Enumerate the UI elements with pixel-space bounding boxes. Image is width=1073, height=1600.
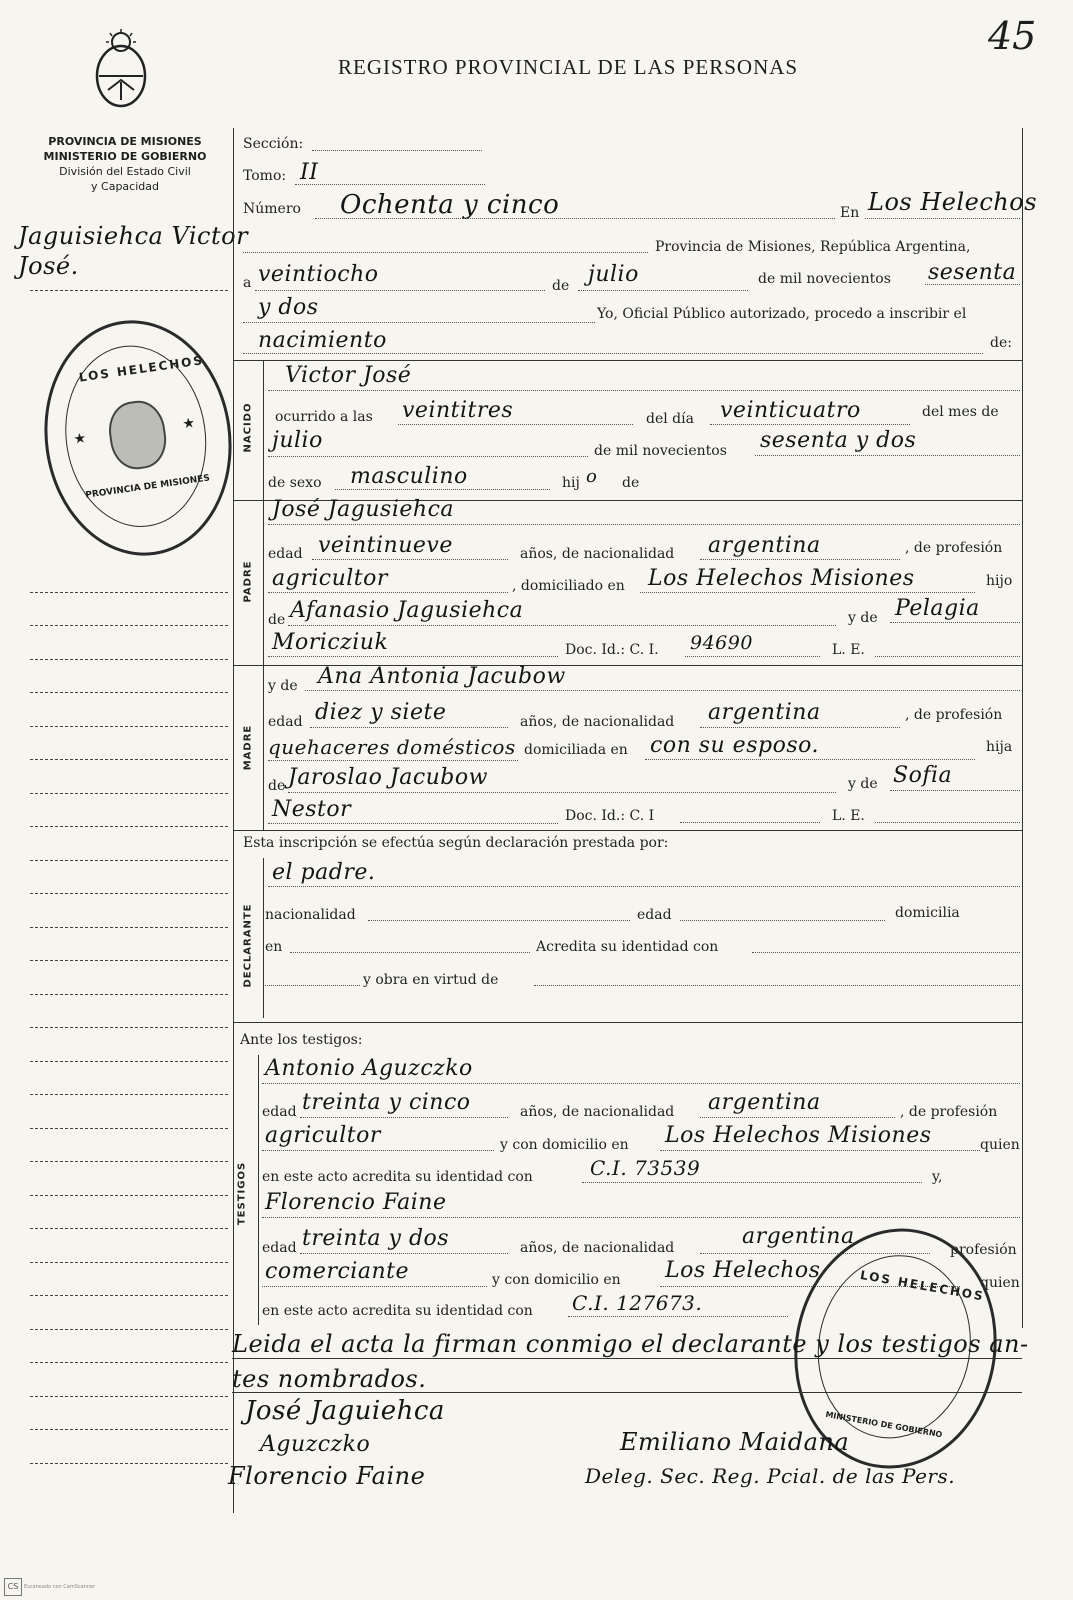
tomo-label: Tomo: <box>243 168 287 184</box>
del-dia-label: del día <box>646 411 694 427</box>
declarante-en-field <box>290 952 530 953</box>
declarante-value-field <box>268 886 1020 887</box>
left-margin-line <box>30 927 228 928</box>
closing-rule-1 <box>232 1358 1022 1359</box>
padre-edad-label: edad <box>268 546 303 562</box>
padre-edad-field <box>312 559 508 560</box>
numero-value: Ochenta y cinco <box>340 190 560 220</box>
a-label: a <box>243 275 252 291</box>
padre-madre-de-2-field <box>268 656 558 657</box>
seccion-field <box>312 150 482 151</box>
left-margin-line <box>30 994 228 995</box>
declarante-acredita-label: Acredita su identidad con <box>536 939 719 955</box>
left-margin-line <box>30 1362 228 1363</box>
nacido-de-label: de <box>622 475 640 491</box>
testigo1-domic-value: Los Helechos Misiones <box>665 1123 932 1148</box>
madre-y-de2-label: y de <box>848 776 878 792</box>
declarante-edad-label: edad <box>637 907 672 923</box>
scanner-badge <box>4 1578 22 1596</box>
testigo2-domic-value: Los Helechos <box>665 1258 821 1283</box>
seal-bottom-text: PROVINCIA DE MISIONES <box>84 473 211 501</box>
left-margin-line <box>30 290 228 291</box>
year-field-2 <box>243 322 595 323</box>
padre-doc-value: 94690 <box>690 632 753 654</box>
nacido-top-rule <box>233 360 1022 361</box>
testigo1-edad-value: treinta y cinco <box>302 1090 471 1115</box>
declarante-edad-field <box>680 920 885 921</box>
left-margin-line <box>30 1128 228 1129</box>
padre-le-label: L. E. <box>832 642 865 658</box>
nacido-section-label: NACIDO <box>242 402 254 453</box>
madre-domic-field <box>645 759 975 760</box>
madre-prof-field <box>268 760 518 761</box>
declarante-top-rule <box>233 830 1022 831</box>
testigo1-name-field <box>262 1083 1020 1084</box>
madre-section-label: MADRE <box>242 724 254 771</box>
left-margin-line <box>30 1094 228 1095</box>
testigo1-nac-field <box>700 1117 895 1118</box>
left-margin-line <box>30 1228 228 1229</box>
padre-prof-label: , de profesión <box>905 540 1003 556</box>
testigo1-domic-field <box>660 1150 980 1151</box>
year-value-1: sesenta <box>928 260 1017 285</box>
testigo1-prof-label: , de profesión <box>900 1104 998 1120</box>
testigo2-prof-label: profesión <box>950 1242 1017 1258</box>
madre-prof-label: , de profesión <box>905 707 1003 723</box>
hijo-label: hij <box>562 475 580 491</box>
en-label: En <box>840 205 860 221</box>
left-margin-line <box>30 625 228 626</box>
padre-nac-value: argentina <box>708 533 821 558</box>
coat-of-arms-icon <box>92 28 150 108</box>
declarante-nac-label: nacionalidad <box>265 907 356 923</box>
padre-de-value: Afanasio Jagusiehca <box>290 598 524 623</box>
official-seal-icon <box>29 308 246 568</box>
left-margin-line <box>30 659 228 660</box>
testigo2-acredita-label: en este acto acredita su identidad con <box>262 1303 533 1319</box>
month-value: julio <box>588 262 639 287</box>
testigo2-prof-value: comerciante <box>265 1259 409 1284</box>
madre-madre-de-field <box>890 790 1020 791</box>
madre-y-de-label: y de <box>268 678 298 694</box>
form-right-border <box>1022 128 1023 1328</box>
hora-field <box>398 424 633 425</box>
padre-name-field <box>268 524 1020 525</box>
testigo1-signature: Aguzczko <box>260 1432 371 1457</box>
padre-le-field <box>875 656 1020 657</box>
mes-value: julio <box>272 428 323 453</box>
left-margin-line <box>30 860 228 861</box>
madre-nac-value: argentina <box>708 700 821 725</box>
madre-madre-de-2-field <box>268 823 558 824</box>
sexo-value: masculino <box>350 464 468 489</box>
nacido-name: Victor José <box>285 363 412 388</box>
madre-anios-label: años, de nacionalidad <box>520 714 675 730</box>
madre-de-label: de <box>268 778 286 794</box>
closing-line-1: Leida el acta la firman conmigo el declarante y los testigos an- <box>232 1330 1029 1358</box>
padre-edad-value: veintinueve <box>318 533 453 558</box>
en-value: Los Helechos <box>868 188 1038 216</box>
testigo1-name: Antonio Aguzczko <box>265 1056 473 1081</box>
declarante-domic-label: domicilia <box>895 905 960 921</box>
dia-value: veinticuatro <box>720 398 861 423</box>
declarante-inner-border <box>263 858 264 1018</box>
sexo-label: de sexo <box>268 475 322 491</box>
office-line-3: División del Estado Civil <box>59 165 191 178</box>
testigo1-anios-label: años, de nacionalidad <box>520 1104 675 1120</box>
year-value-2: y dos <box>258 295 319 320</box>
sexo-field <box>335 489 550 490</box>
oficial-text: Yo, Oficial Público autorizado, procedo a inscribir el <box>597 306 967 322</box>
testigo2-name: Florencio Faine <box>265 1190 447 1215</box>
testigo2-quien-label: quien <box>980 1275 1020 1291</box>
left-margin-line <box>30 1061 228 1062</box>
closing-rule-2 <box>232 1392 1022 1393</box>
left-margin-line <box>30 826 228 827</box>
document-title: REGISTRO PROVINCIAL DE LAS PERSONAS <box>338 55 799 79</box>
padre-section-label: PADRE <box>242 560 254 603</box>
seal-inner-text: LOS HELECHOS <box>78 353 205 385</box>
declarante-value: el padre. <box>272 860 376 885</box>
padre-domic-label: , domiciliado en <box>512 578 625 594</box>
testigo1-domic-label: y con domicilio en <box>500 1137 629 1153</box>
seal-right-inner-text: LOS HELECHOS <box>859 1267 986 1304</box>
testigo2-prof-field <box>262 1286 487 1287</box>
left-margin-line <box>30 1429 228 1430</box>
madre-prof-value: quehaceres domésticos <box>268 735 516 759</box>
left-margin-line <box>30 692 228 693</box>
seccion-label: Sección: <box>243 136 304 152</box>
declarante-acredita-field <box>752 952 1020 953</box>
scanner-text: Escaneado con CamScanner <box>24 1584 96 1590</box>
madre-le-label: L. E. <box>832 808 865 824</box>
declarante-intro: Esta inscripción se efectúa según declaración prestada por: <box>243 835 669 851</box>
scanner-badge-text: CS <box>7 1582 19 1591</box>
left-margin-line <box>30 726 228 727</box>
padre-madre-de-field <box>890 622 1020 623</box>
official-signature: Emiliano Maidana <box>620 1428 850 1456</box>
declarante-section-label: DECLARANTE <box>242 903 254 988</box>
padre-madre-de-2: Moricziuk <box>272 630 389 655</box>
testigo1-nac-value: argentina <box>708 1090 821 1115</box>
madre-nac-field <box>700 727 900 728</box>
testigos-intro: Ante los testigos: <box>240 1032 363 1048</box>
testigo2-signature: Florencio Faine <box>228 1462 426 1490</box>
act-value: nacimiento <box>258 328 387 353</box>
testigos-top-rule <box>233 1022 1022 1023</box>
padre-inner-border <box>263 500 264 665</box>
anio-value: sesenta y dos <box>760 428 917 453</box>
office-heading <box>20 134 230 194</box>
madre-doc-field <box>680 822 820 823</box>
declarante-obra-label: y obra en virtud de <box>363 972 499 988</box>
padre-nac-field <box>700 559 900 560</box>
seal-star-right-icon: ★ <box>181 414 197 433</box>
year-label: de mil novecientos <box>758 271 891 287</box>
left-margin-line <box>30 893 228 894</box>
left-margin-line <box>30 759 228 760</box>
seal-right-ring-text: MINISTERIO DE GOBIERNO <box>824 1409 943 1440</box>
en-field <box>865 218 1020 219</box>
de-label: de <box>552 278 570 294</box>
month-field <box>578 290 748 291</box>
mes-field <box>268 456 588 457</box>
madre-name: Ana Antonia Jacubow <box>318 664 566 689</box>
declarante-en-label: en <box>265 939 283 955</box>
left-margin-line <box>30 592 228 593</box>
del-mes-label: del mes de <box>922 404 999 420</box>
left-margin-line <box>30 1027 228 1028</box>
madre-edad-field <box>310 727 508 728</box>
closing-line-2: tes nombrados. <box>232 1365 427 1393</box>
left-margin-line <box>30 1295 228 1296</box>
dia-field <box>710 424 910 425</box>
provincia-text: Provincia de Misiones, República Argentina, <box>655 239 971 255</box>
left-margin-line <box>30 1329 228 1330</box>
testigo1-acredita-field <box>582 1182 922 1183</box>
madre-domic-label: domiciliada en <box>524 742 628 758</box>
testigo1-prof-field <box>262 1150 494 1151</box>
numero-field <box>315 218 835 219</box>
mil-label: de mil novecientos <box>594 443 727 459</box>
testigo2-anios-label: años, de nacionalidad <box>520 1240 675 1256</box>
testigo1-acredita-label: en este acto acredita su identidad con <box>262 1169 533 1185</box>
madre-de-value: Jaroslao Jacubow <box>288 765 488 790</box>
padre-anios-label: años, de nacionalidad <box>520 546 675 562</box>
testigo1-edad-field <box>300 1117 508 1118</box>
testigo2-domic-label: y con domicilio en <box>492 1272 621 1288</box>
madre-edad-value: diez y siete <box>315 700 447 725</box>
left-margin-line <box>30 793 228 794</box>
padre-hijo-label: hijo <box>986 573 1013 589</box>
provincia-field <box>243 252 648 253</box>
padre-y-de-label: y de <box>848 610 878 626</box>
testigo2-acredita-value: C.I. 127673. <box>572 1291 703 1315</box>
testigos-section-label: TESTIGOS <box>236 1161 248 1226</box>
anio-field <box>755 455 1020 456</box>
year-field-1 <box>925 284 1020 285</box>
padre-domic-field <box>640 592 975 593</box>
de-colon-label: de: <box>990 335 1012 351</box>
a-value: veintiocho <box>258 262 379 287</box>
testigo1-prof-value: agricultor <box>265 1123 381 1148</box>
madre-madre-de-1: Sofia <box>893 763 953 788</box>
seal-star-left-icon: ★ <box>72 430 88 448</box>
hijo-value: o <box>586 466 598 487</box>
testigo1-quien-label: quien <box>980 1137 1020 1153</box>
testigo2-edad-label: edad <box>262 1240 297 1256</box>
office-line-1: PROVINCIA DE MISIONES <box>48 135 202 148</box>
office-line-2: MINISTERIO DE GOBIERNO <box>43 150 207 163</box>
left-margin-line <box>30 1463 228 1464</box>
nacido-inner-border <box>263 360 264 500</box>
madre-le-field <box>875 822 1020 823</box>
hora-value: veintitres <box>402 398 514 423</box>
left-margin-line <box>30 1161 228 1162</box>
testigo2-nac-value: argentina <box>742 1224 855 1249</box>
testigo2-name-field <box>262 1217 1020 1218</box>
testigo1-y-label: y, <box>932 1169 943 1185</box>
madre-name-field <box>305 690 1020 691</box>
declarante-nac-field <box>368 920 630 921</box>
padre-domic-value: Los Helechos Misiones <box>648 566 915 591</box>
declarante-obra-prefix-field <box>265 985 360 986</box>
page-number: 45 <box>988 14 1037 58</box>
left-margin-line <box>30 1396 228 1397</box>
madre-de-field <box>288 792 836 793</box>
tomo-field <box>295 184 485 185</box>
left-margin-line <box>30 1195 228 1196</box>
padre-madre-de-1: Pelagia <box>895 596 980 621</box>
madre-doc-label: Doc. Id.: C. I <box>565 808 655 824</box>
official-title: Deleg. Sec. Reg. Pcial. de las Pers. <box>585 1464 956 1488</box>
testigo2-edad-value: treinta y dos <box>302 1226 450 1251</box>
padre-prof-field <box>268 592 508 593</box>
padre-de-label: de <box>268 612 286 628</box>
testigos-inner-border <box>258 1055 259 1325</box>
declarante-obra-field <box>534 985 1020 986</box>
testigo1-acredita-value: C.I. 73539 <box>590 1156 701 1180</box>
a-field <box>255 290 545 291</box>
padre-de-field <box>288 625 836 626</box>
left-margin-line <box>30 1262 228 1263</box>
form-left-border <box>233 128 234 1513</box>
office-line-4: y Capacidad <box>91 180 159 193</box>
act-field <box>243 353 983 354</box>
nacido-name-field <box>268 390 1020 391</box>
madre-edad-label: edad <box>268 714 303 730</box>
numero-label: Número <box>243 201 301 217</box>
madre-hija-label: hija <box>986 739 1013 755</box>
padre-name: José Jagusiehca <box>272 497 455 522</box>
ocurrido-label: ocurrido a las <box>275 409 373 425</box>
padre-doc-field <box>685 656 820 657</box>
left-margin-line <box>30 960 228 961</box>
padre-prof-value: agricultor <box>272 566 388 591</box>
testigo1-edad-label: edad <box>262 1104 297 1120</box>
padre-doc-label: Doc. Id.: C. I. <box>565 642 659 658</box>
tomo-value: II <box>300 160 319 185</box>
margin-name-line-2: José. <box>18 252 79 280</box>
margin-name-line-1: Jaguisiehca Victor <box>18 222 249 250</box>
testigo2-acredita-field <box>568 1316 788 1317</box>
declarante-signature: José Jaguiehca <box>245 1396 445 1426</box>
testigo2-edad-field <box>300 1253 508 1254</box>
madre-domic-value: con su esposo. <box>650 733 819 758</box>
madre-inner-border <box>263 665 264 830</box>
madre-madre-de-2: Nestor <box>272 797 352 822</box>
